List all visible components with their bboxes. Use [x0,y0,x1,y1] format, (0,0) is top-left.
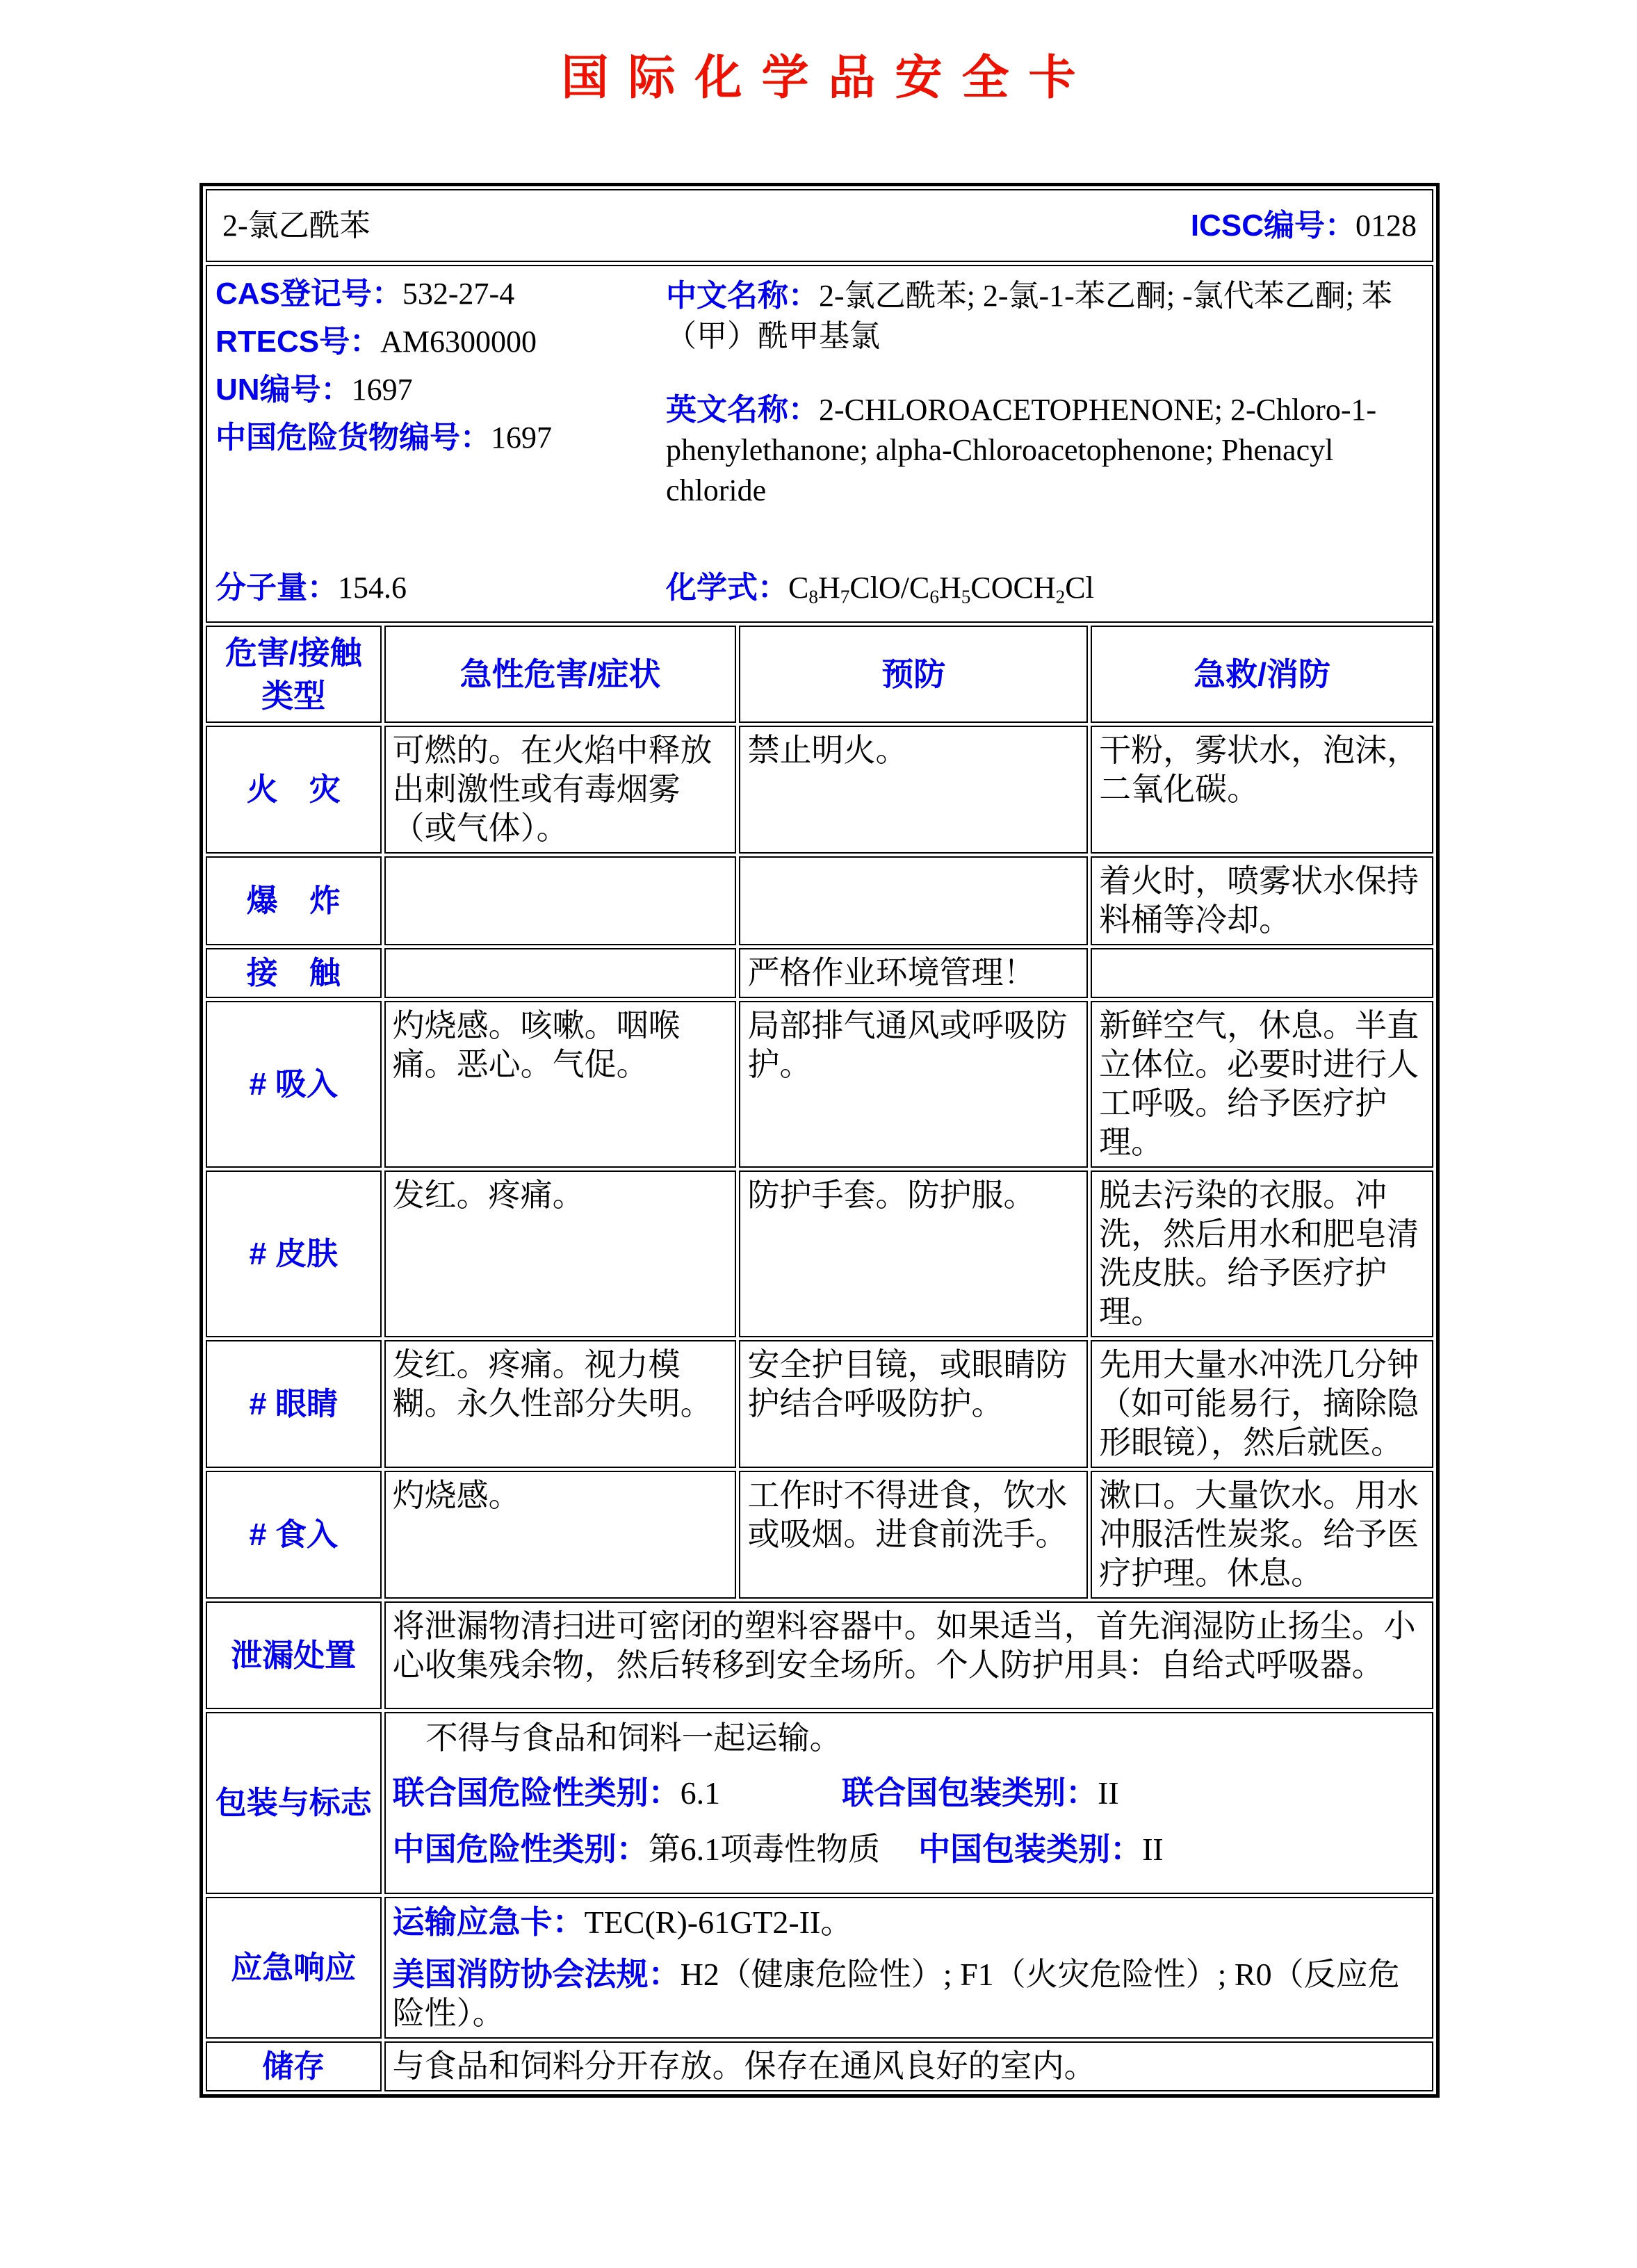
un-number-value: 1697 [351,373,413,407]
identifiers-cell [206,265,1433,623]
header-prevention: 预防 [739,626,1088,723]
chemical-formula-value: $C_8H_7ClO/C_6H_5COCH_2Cl$ [788,571,1094,607]
row-label-packaging: 包装与标志 [206,1712,382,1894]
explosion-firstaid: 着火时，喷雾状水保持料桶等冷却。 [1091,856,1433,945]
explosion-prevention [739,856,1088,945]
molecular-weight-label: 分子量： [215,571,338,605]
icsc-number-value: 0128 [1355,208,1417,243]
registry-numbers [215,276,666,511]
row-label-skin: # 皮肤 [206,1170,382,1337]
ingestion-firstaid: 漱口。大量饮水。用水冲服活性炭浆。给予医疗护理。休息。 [1091,1471,1433,1599]
header-hazard-type: 危害/接触类型 [206,626,382,723]
eyes-firstaid: 先用大量水冲洗几分钟（如可能易行，摘除隐形眼镜），然后就医。 [1091,1340,1433,1468]
cn-hazard-class-label: 中国危险性类别： [392,1831,649,1867]
un-number-label: UN编号： [215,373,352,407]
cn-dg-number-value: 1697 [491,421,552,455]
transport-emergency-card-label: 运输应急卡： [392,1904,585,1940]
cas-number-label: CAS登记号： [215,277,402,311]
table-row [206,1471,1433,1599]
table-row [206,1601,1433,1709]
row-label-exposure: 接 触 [206,948,382,998]
skin-firstaid: 脱去污染的衣服。冲洗，然后用水和肥皂清洗皮肤。给予医疗护理。 [1091,1170,1433,1337]
table-row [206,1897,1433,2039]
exposure-symptoms [384,948,737,998]
english-names-value: 2-CHLOROACETOPHENONE; 2-Chloro-1-phenylethanone; alpha-Chloroacetophenone; Phenacyl chloride [666,393,1377,507]
chinese-names-value: 2-氯乙酰苯; 2-氯-1-苯乙酮; -氯代苯乙酮; 苯（甲）酰甲基氯 [666,279,1392,353]
un-hazard-class-value: 6.1 [680,1775,721,1811]
un-number-line [215,372,666,408]
un-packing-group-value: II [1098,1775,1119,1811]
icsc-number [1191,206,1417,245]
eyes-symptoms: 发红。疼痛。视力模糊。永久性部分失明。 [384,1340,737,1468]
row-label-explosion: 爆 炸 [206,856,382,945]
un-hazard-class-label: 联合国危险性类别： [392,1775,681,1811]
molecular-weight [215,568,666,607]
table-row [206,1340,1433,1468]
header-acute-symptoms: 急性危害/症状 [384,626,737,723]
icsc-number-label: ICSC编号： [1190,208,1355,243]
english-names [666,390,1424,511]
table-row [206,1001,1433,1168]
fire-symptoms: 可燃的。在火焰中释放出刺激性或有毒烟雾（或气体）。 [384,726,737,854]
rtecs-number-value: AM6300000 [380,325,537,359]
packaging-cell [384,1712,1433,1894]
row-label-spillage: 泄漏处置 [206,1601,382,1709]
explosion-symptoms [384,856,737,945]
table-row [206,1712,1433,1894]
cn-packing-group-value: II [1142,1831,1164,1867]
table-row [206,856,1433,945]
english-names-label: 英文名称： [666,393,819,427]
table-row [206,1170,1433,1337]
table-row [206,2041,1433,2091]
substance-names [666,276,1424,511]
rtecs-number-line [215,324,666,360]
nfpa-code-label: 美国消防协会法规： [392,1956,681,1992]
transport-emergency-card-value: TEC(R)-61GT2-II。 [584,1904,853,1940]
ingestion-symptoms: 灼烧感。 [384,1471,737,1599]
fire-prevention: 禁止明火。 [739,726,1088,854]
chinese-names-label: 中文名称： [666,279,819,313]
name-row-cell [206,189,1433,262]
packaging-cn-line [393,1829,1425,1869]
transport-emergency-card-line [393,1902,1425,1942]
skin-prevention: 防护手套。防护服。 [739,1170,1088,1337]
eyes-prevention: 安全护目镜，或眼睛防护结合呼吸防护。 [739,1340,1088,1468]
exposure-firstaid [1091,948,1433,998]
icsc-card-table [199,183,1440,2098]
table-row [206,726,1433,854]
row-label-ingestion: # 食入 [206,1471,382,1599]
nfpa-code-value: H2（健康危险性）; F1（火灾危险性）; R0（反应危险性）。 [392,1957,1400,2031]
packaging-un-line [393,1773,1425,1813]
inhalation-prevention: 局部排气通风或呼吸防护。 [739,1001,1088,1168]
skin-symptoms: 发红。疼痛。 [384,1170,737,1337]
row-label-inhalation: # 吸入 [206,1001,382,1168]
ingestion-prevention: 工作时不得进食，饮水或吸烟。进食前洗手。 [739,1471,1088,1599]
inhalation-symptoms: 灼烧感。咳嗽。咽喉痛。恶心。气促。 [384,1001,737,1168]
chemical-formula-label: 化学式： [666,571,788,605]
cn-dg-number-label: 中国危险货物编号： [215,421,491,455]
fire-firstaid: 干粉，雾状水，泡沫，二氧化碳。 [1091,726,1433,854]
molecular-weight-value: 154.6 [338,571,407,605]
exposure-prevention: 严格作业环境管理！ [739,948,1088,998]
inhalation-firstaid: 新鲜空气，休息。半直立体位。必要时进行人工呼吸。给予医疗护理。 [1091,1001,1433,1168]
spillage-text: 将泄漏物清扫进可密闭的塑料容器中。如果适当，首先润湿防止扬尘。小心收集残余物，然后转移到安全场所。个人防护用具：自给式呼吸器。 [384,1601,1433,1709]
storage-text: 与食品和饲料分开存放。保存在通风良好的室内。 [384,2041,1433,2091]
nfpa-code-line [393,1955,1425,2033]
row-label-emergency: 应急响应 [206,1897,382,2039]
chemical-name: 2-氯乙酰苯 [222,208,370,243]
chinese-names [666,276,1424,357]
rtecs-number-label: RTECS号： [215,325,381,359]
cn-dg-number-line [215,420,666,456]
chemical-formula [666,568,1424,607]
emergency-cell [384,1897,1433,2039]
cn-hazard-class-value: 第6.1项毒性物质 [648,1831,881,1867]
cas-number-line [215,276,666,312]
packaging-transport-note: 不得与食品和饲料一起运输。 [425,1720,842,1756]
cn-packing-group-label: 中国包装类别： [918,1831,1143,1867]
row-label-storage: 储存 [206,2041,382,2091]
row-label-eyes: # 眼睛 [206,1340,382,1468]
page-title: 国际化学品安全卡 [561,50,1096,106]
un-packing-group-label: 联合国包装类别： [842,1775,1098,1811]
row-label-fire: 火 灾 [206,726,382,854]
cas-number-value: 532-27-4 [402,277,515,311]
table-row [206,948,1433,998]
header-firstaid-firefighting: 急救/消防 [1091,626,1433,723]
